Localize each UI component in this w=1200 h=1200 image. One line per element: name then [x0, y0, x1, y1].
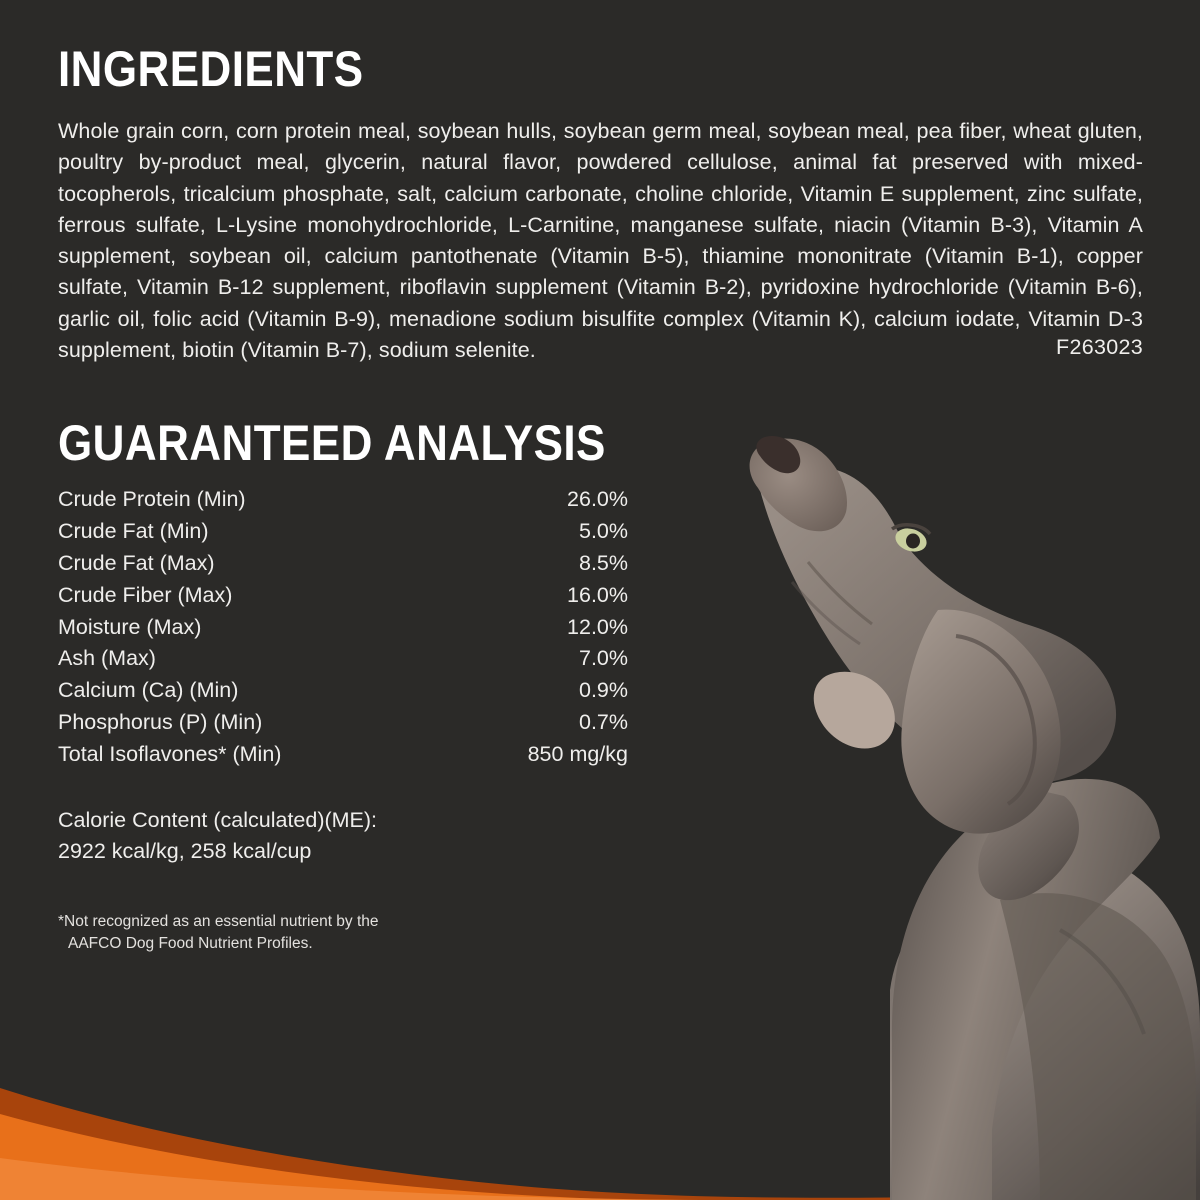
- nutrient-name: Crude Fat (Max): [58, 550, 215, 575]
- table-row: [58, 675, 628, 707]
- ingredients-heading: INGREDIENTS: [58, 41, 364, 97]
- nutrient-value: 16.0%: [567, 582, 628, 607]
- nutrient-name: Crude Fat (Min): [58, 519, 209, 544]
- calorie-content-block: [58, 805, 1144, 867]
- footnote-line-1: *Not recognized as an essential nutrient by the: [58, 912, 379, 930]
- nutrient-value: 26.0%: [567, 487, 628, 512]
- footnote-line-2: AAFCO Dog Food Nutrient Profiles.: [68, 934, 313, 952]
- table-row: [58, 612, 628, 644]
- table-row: [58, 643, 628, 675]
- nutrient-name: Crude Protein (Min): [58, 487, 246, 512]
- lot-code: F263023: [1056, 335, 1143, 360]
- nutrient-value: 7.0%: [578, 646, 628, 671]
- orange-swoosh-graphic: [0, 1040, 1200, 1200]
- nutrient-value: 0.9%: [578, 678, 628, 703]
- nutrient-value: 850 mg/kg: [527, 741, 628, 766]
- nutrient-name: Total Isoflavones* (Min): [58, 741, 282, 766]
- nutrient-value: 8.5%: [578, 550, 628, 575]
- nutrient-name: Phosphorus (P) (Min): [58, 709, 263, 734]
- table-row: [58, 739, 628, 771]
- calorie-content-value: 2922 kcal/kg, 258 kcal/cup: [58, 838, 312, 863]
- table-row: [58, 580, 628, 612]
- nutrient-name: Calcium (Ca) (Min): [58, 678, 239, 703]
- table-row: [58, 516, 628, 548]
- ingredients-text: Whole grain corn, corn protein meal, soybean hulls, soybean germ meal, soybean meal, pea fiber, wheat gluten, poultry by-product meal, glycerin, natural flavor, powdered cellulose, animal fat preserved with mixed-tocopherols, tricalcium phosphate, salt, calcium carbonate, choline chloride, Vitamin E supplement, zinc sulfate, ferrous sulfate, L-Lysine monohydrochloride, L-Carnitine, manganese sulfate, niacin (Vitamin B-3), Vitamin A supplement, soybean oil, calcium pantothenate (Vitamin B-5), thiamine mononitrate (Vitamin B-1), copper sulfate, Vitamin B-12 supplement, riboflavin supplement (Vitamin B-2), pyridoxine hydrochloride (Vitamin B-6), garlic oil, folic acid (Vitamin B-9), menadione sodium bisulfite complex (Vitamin K), calcium iodate, Vitamin D-3 supplement, biotin (Vitamin B-7), sodium selenite.: [58, 119, 1143, 362]
- nutrient-name: Moisture (Max): [58, 614, 202, 639]
- nutrient-name: Crude Fiber (Max): [58, 582, 233, 607]
- calorie-content-label: Calorie Content (calculated)(ME):: [58, 807, 378, 832]
- nutrient-name: Ash (Max): [58, 646, 156, 671]
- nutrient-value: 0.7%: [578, 709, 628, 734]
- guaranteed-analysis-body: [58, 484, 628, 770]
- nutrient-value: 12.0%: [567, 614, 628, 639]
- table-row: [58, 484, 628, 516]
- guaranteed-analysis-table: [58, 484, 628, 770]
- nutrient-value: 5.0%: [578, 519, 628, 544]
- table-row: [58, 707, 628, 739]
- footnote: [58, 911, 1144, 954]
- table-row: [58, 548, 628, 580]
- guaranteed-analysis-heading: GUARANTEED ANALYSIS: [58, 415, 606, 472]
